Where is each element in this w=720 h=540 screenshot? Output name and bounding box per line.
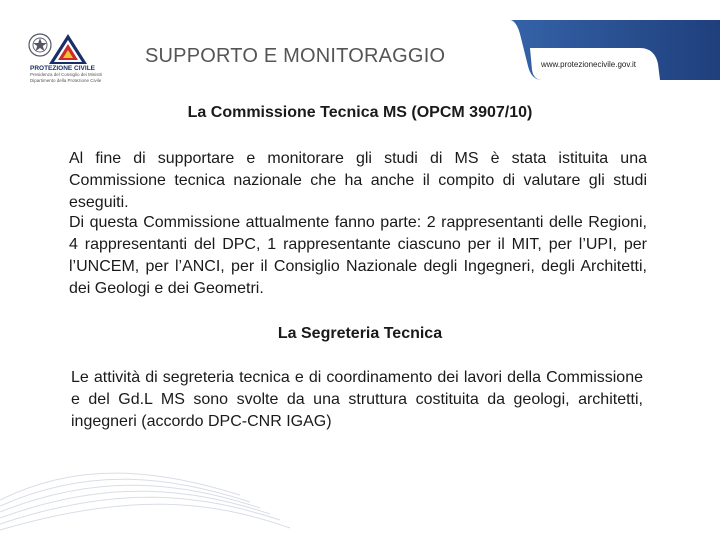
commission-heading: La Commissione Tecnica MS (OPCM 3907/10) <box>187 104 533 121</box>
page-title: SUPPORTO E MONITORAGGIO <box>145 45 446 67</box>
logo-line-1: PROTEZIONE CIVILE <box>30 65 96 72</box>
decorative-swoosh <box>0 440 720 540</box>
header <box>0 0 720 90</box>
protezione-civile-logo <box>24 30 102 90</box>
logo-text <box>30 65 102 84</box>
commission-paragraph-2: Di questa Commissione attualmente fanno parte: 2 rappresentanti delle Regioni, 4 rappresentanti del DPC, 1 rappresentante ciascuno per il MIT, per l’UPI, per l’UNCEM, per l’ANCI, per il Consiglio Nazionale degli Ingegneri, degli Architetti, dei Geologi e dei Geometri. <box>69 214 647 297</box>
secretariat-paragraph: Le attività di segreteria tecnica e di coordinamento dei lavori della Commissione e del Gd.L MS sono svolte da una struttura costituita da geologi, architetti, ingegneri (accordo DPC-CNR IGAG) <box>71 369 643 430</box>
logo-line-3: Dipartimento della Protezione Civile <box>30 78 102 83</box>
emblem-icon <box>24 30 102 66</box>
secretariat-heading: La Segreteria Tecnica <box>277 325 443 342</box>
logo-line-2: Presidenza del Consiglio dei Ministri <box>30 72 103 77</box>
header-banner-shape <box>500 20 720 80</box>
website-url[interactable]: www.protezionecivile.gov.it <box>541 60 637 69</box>
commission-paragraph-1: Al fine di supportare e monitorare gli studi di MS è stata istituita una Commissione tecnica nazionale che ha anche il compito di valutare gli studi eseguiti. <box>69 150 647 211</box>
